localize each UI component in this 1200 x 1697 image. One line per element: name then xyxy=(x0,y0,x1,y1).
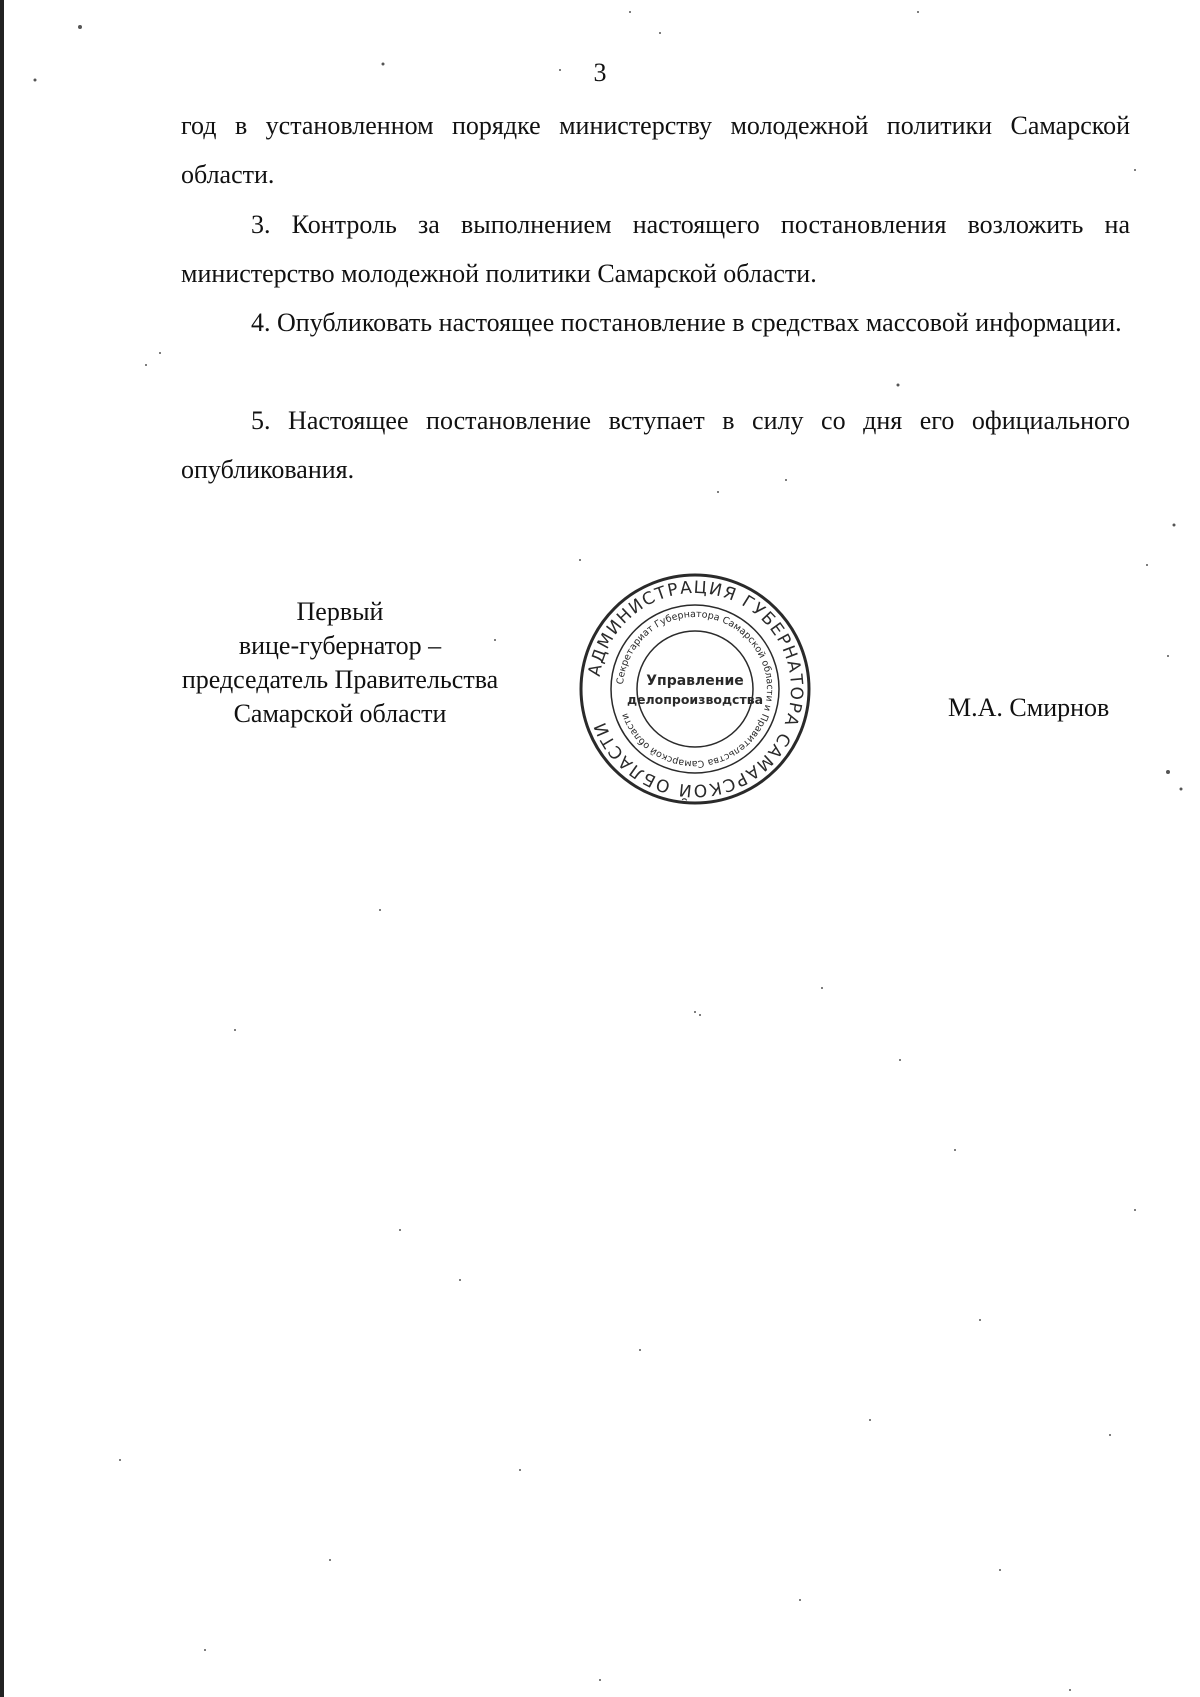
signatory-title-line: председатель Правительства xyxy=(181,665,499,694)
signatory-name: М.А. Смирнов xyxy=(948,693,1110,722)
seal-center-line-1: Управление xyxy=(646,673,744,689)
seal-outer-text: АДМИНИСТРАЦИЯ ГУБЕРНАТОРА САМАРСКОЙ ОБЛАСТИ xyxy=(584,577,807,801)
paragraph-item-5 xyxy=(181,396,1130,494)
paragraph-continuation xyxy=(181,101,1130,199)
paragraph-text: 3. Контроль за выполнением настоящего постановления возложить на министерство молодежной политики Самарской области. xyxy=(181,210,1130,288)
paragraph-item-3 xyxy=(181,200,1130,298)
page-number: 3 xyxy=(593,58,607,87)
paragraph-item-4 xyxy=(181,298,1130,347)
seal-center-line-2: делопроизводства xyxy=(626,692,764,707)
signatory-title-line: Первый xyxy=(296,597,384,626)
paragraph-text: 4. Опубликовать настоящее постановление в средствах массовой информации. xyxy=(251,308,1122,337)
signatory-title-line: Самарской области xyxy=(233,699,447,728)
seal-inner-ring-text: Секретариат Губернатора Самарской области и Правительства Самарской области xyxy=(615,608,776,770)
official-seal xyxy=(578,572,812,806)
signatory-title xyxy=(150,595,530,731)
signatory-title-line: вице-губернатор – xyxy=(238,631,442,660)
paragraph-text: год в установленном порядке министерству молодежной политики Самарской области. xyxy=(181,111,1130,189)
paragraph-text: 5. Настоящее постановление вступает в силу со дня его официального опубликования. xyxy=(181,406,1130,484)
